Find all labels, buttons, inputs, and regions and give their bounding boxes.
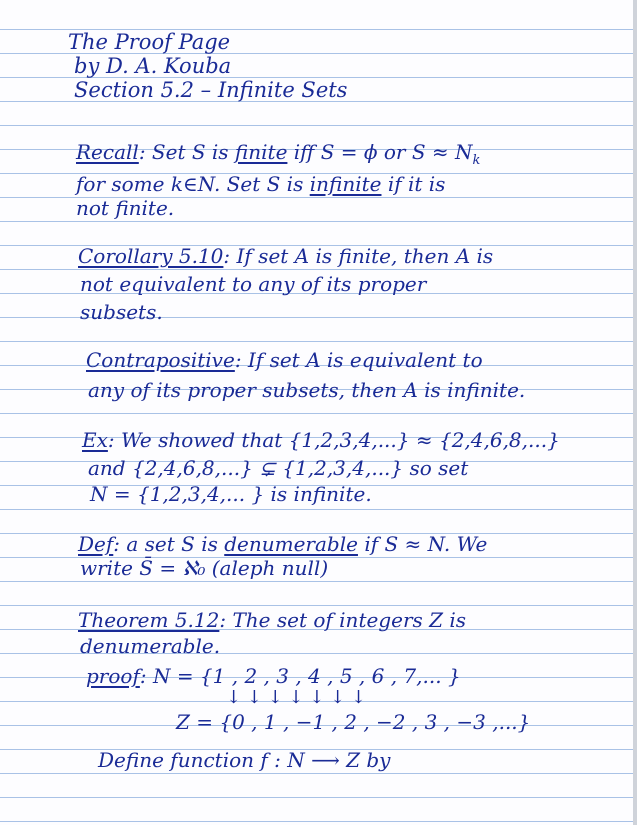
contrapositive-text-1: : If set A is equivalent to (234, 348, 483, 372)
define-function-line: Define function f : N ⟶ Z by (98, 748, 391, 772)
definition-text-1a: : a set S is (113, 532, 225, 556)
recall-text-2a: for some k∈N. Set S is (76, 172, 310, 196)
definition-line-1 (78, 532, 487, 556)
theorem-text-1: : The set of integers Z is (219, 608, 467, 632)
recall-subscript: k (472, 153, 481, 168)
definition-line-2: write S̄ = ℵ₀ (aleph null) (80, 556, 329, 580)
contrapositive-label: Contrapositive (86, 348, 235, 372)
example-label: Ex (82, 428, 108, 452)
finite-term: finite (234, 140, 288, 164)
corollary-text-1: : If set A is finite, then A is (223, 244, 494, 268)
proof-label: proof (86, 664, 140, 688)
mapping-arrows: ↓ ↓ ↓ ↓ ↓ ↓ ↓ (226, 687, 366, 708)
infinite-term: infinite (309, 172, 382, 196)
example-line-3: N = {1,2,3,4,... } is infinite. (90, 482, 372, 506)
recall-text-1a: : Set S is (138, 140, 235, 164)
theorem-line-2: denumerable. (80, 634, 221, 658)
contrapositive-line-1 (86, 348, 483, 372)
contrapositive-line-2: any of its proper subsets, then A is infinite. (88, 378, 526, 402)
example-line-1 (82, 428, 560, 452)
theorem-line-1 (78, 608, 466, 632)
z-set-line: Z = {0 , 1 , −1 , 2 , −2 , 3 , −3 ,...} (176, 710, 531, 734)
definition-label: Def (78, 532, 114, 556)
page-title: The Proof Page (68, 30, 231, 54)
theorem-label: Theorem 5.12 (78, 608, 220, 632)
corollary-line-1 (78, 244, 493, 268)
definition-text-1b: if S ≈ N. We (357, 532, 488, 556)
corollary-line-2: not equivalent to any of its proper (80, 272, 427, 296)
recall-line-2 (76, 172, 445, 196)
denumerable-term: denumerable (224, 532, 358, 556)
author-line: by D. A. Kouba (74, 54, 232, 78)
recall-text-2b: if it is (381, 172, 446, 196)
recall-text-1b: iff S = ϕ or S ≈ N (287, 140, 473, 164)
recall-line-1 (76, 140, 480, 173)
proof-line (86, 664, 461, 688)
corollary-line-3: subsets. (80, 300, 163, 324)
section-heading: Section 5.2 – Infinite Sets (74, 78, 348, 102)
proof-n-set: : N = {1 , 2 , 3 , 4 , 5 , 6 , 7,... } (139, 664, 461, 688)
paper-edge (633, 0, 637, 825)
recall-label: Recall (76, 140, 139, 164)
example-line-2: and {2,4,6,8,...} ⊊ {1,2,3,4,...} so set (88, 456, 469, 480)
recall-line-3: not finite. (76, 196, 175, 220)
example-text-1: : We showed that {1,2,3,4,...} ≈ {2,4,6,8,...} (107, 428, 560, 452)
corollary-label: Corollary 5.10 (78, 244, 224, 268)
